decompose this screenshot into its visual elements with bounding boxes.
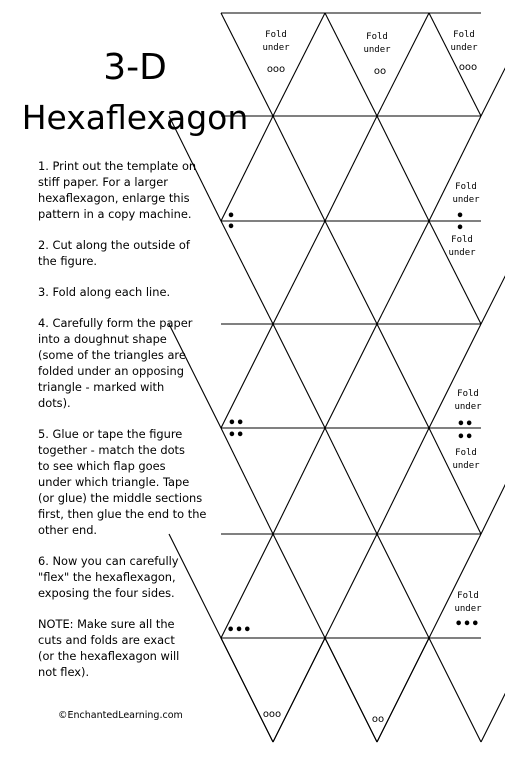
cut-line-bottom-right-2 [377,638,429,742]
fold-label-r2-line1: Fold [451,235,473,245]
fold-line-diagonal [273,324,325,428]
copyright: ©EnchantedLearning.com [58,710,183,721]
fold-label-r4-line1: Fold [455,448,477,458]
fold-label-top-2-line1: Fold [366,32,388,42]
fold-line-diagonal [429,638,481,742]
mark-left-2b: •• [227,428,245,443]
note: NOTE: Make sure all the cuts and folds are exact (or the hexaflexagon will not flex). [38,617,180,679]
fold-line-diagonal [221,13,273,116]
fold-label-r1-line1: Fold [455,182,477,192]
fold-line-diagonal [481,221,505,324]
fold-label-r1-line2: under [452,195,480,205]
fold-label-top-3 [450,30,478,53]
mark-right-2a: •• [456,417,474,432]
fold-label-r2 [448,235,476,258]
fold-label-top-2-line2: under [363,45,391,55]
cut-line-bottom-right [325,638,377,742]
fold-line-diagonal [325,13,377,116]
mark-left-1b: • [226,220,236,235]
mark-top-2: oo [373,66,387,77]
fold-label-r4-line2: under [452,461,480,471]
fold-line-diagonal [377,324,429,428]
step-2: 2. Cut along the outside of the figure. [38,238,190,268]
fold-line-diagonal [169,324,221,428]
fold-line-diagonal [221,116,273,221]
mark-left-3: ••• [226,623,252,638]
mark-right-1b: • [455,221,465,236]
fold-label-top-2 [363,32,391,55]
title-line-2: Hexaflexagon [21,98,249,137]
mark-right-2b: •• [456,430,474,445]
fold-line-diagonal [169,534,221,638]
fold-label-r3-line1: Fold [457,389,479,399]
fold-line-diagonal [377,13,429,116]
fold-label-top-1-line1: Fold [265,30,287,40]
fold-label-top-1-line2: under [262,43,290,53]
fold-line-diagonal [325,324,377,428]
fold-line-diagonal [273,116,325,221]
fold-line-diagonal [325,534,377,638]
fold-label-r4 [452,448,480,471]
mark-right-1a: • [455,209,465,224]
fold-line-diagonal [221,221,273,324]
fold-label-top-3-line1: Fold [453,30,475,40]
mark-top-1: ooo [266,64,286,75]
fold-line-diagonal [273,428,325,534]
cut-line-bottom-left [221,638,273,742]
fold-line-diagonal [273,534,325,638]
mark-left-2a: •• [227,416,245,431]
mark-top-3: ooo [458,62,478,73]
step-1: 1. Print out the template on stiff paper. For a larger hexaflexagon, enlarge this pattern in a copy machine. [38,159,197,221]
fold-label-r5-line2: under [454,604,482,614]
fold-label-r5-line1: Fold [457,591,479,601]
fold-line-diagonal [325,116,377,221]
fold-line-diagonal [221,324,273,428]
fold-line-diagonal [377,116,429,221]
fold-line-diagonal [273,221,325,324]
fold-line-diagonal [481,638,505,742]
fold-line-diagonal [377,221,429,324]
mark-right-3: ••• [454,617,480,632]
fold-line-diagonal [221,428,273,534]
step-4: 4. Carefully form the paper into a doughnut shape (some of the triangles are folded under an opposing triangle - marked with dots). [38,316,193,410]
fold-label-top-1 [262,30,290,53]
fold-label-r3-line2: under [454,402,482,412]
fold-line-diagonal [377,534,429,638]
fold-line-diagonal [325,221,377,324]
fold-line-diagonal [325,428,377,534]
fold-line-diagonal [377,428,429,534]
fold-line-diagonal [481,13,505,116]
fold-label-top-3-line2: under [450,43,478,53]
cut-line-bottom-left-2 [273,638,325,742]
mark-bottom-2: oo [371,714,385,725]
step-3: 3. Fold along each line. [38,285,171,299]
title-line-1: 3-D [103,47,167,88]
step-6: 6. Now you can carefully "flex" the hexaflexagon, exposing the four sides. [38,554,179,600]
fold-line-diagonal [429,116,481,221]
step-5: 5. Glue or tape the figure together - match the dots to see which flap goes under which triangle. Tape (or glue) the middle sections first, then glue the end to the other end. [38,427,207,537]
mark-bottom-1: ooo [262,709,282,720]
mark-left-1a: • [226,209,236,224]
fold-line-diagonal [481,428,505,534]
fold-label-r1 [452,182,480,205]
fold-line-diagonal [169,116,221,221]
fold-line-diagonal [429,324,481,428]
fold-label-r3 [454,389,482,412]
fold-label-r5 [454,591,482,614]
fold-label-r2-line2: under [448,248,476,258]
